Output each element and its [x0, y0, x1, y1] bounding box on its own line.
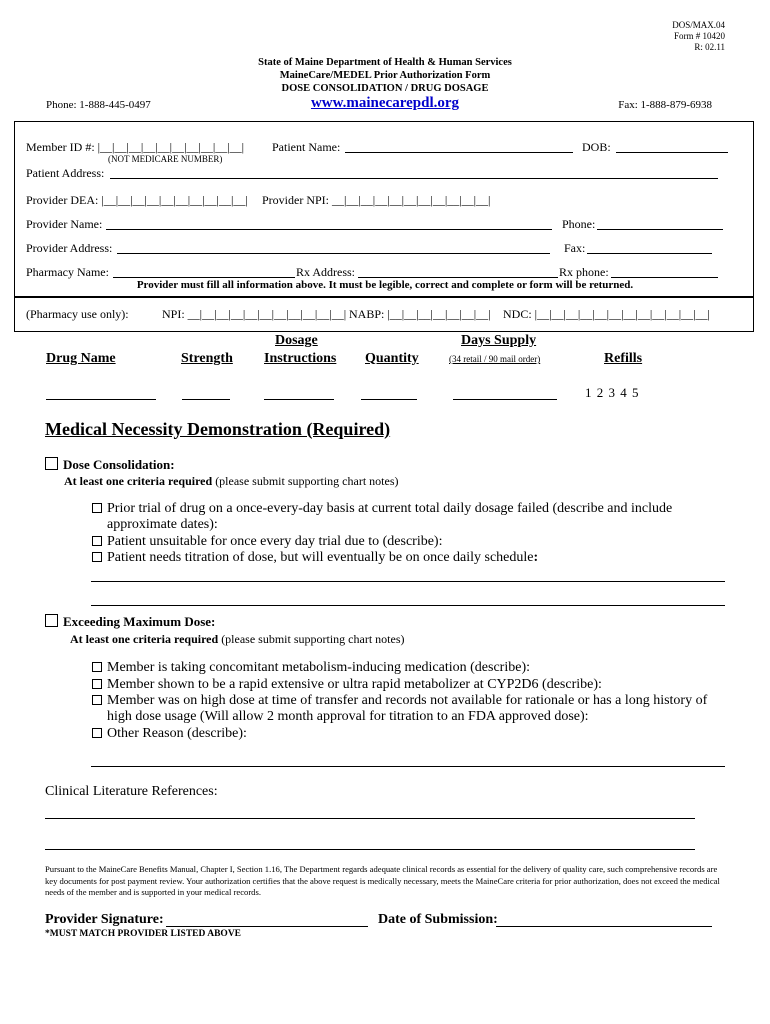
provider-phone-input[interactable]: [597, 229, 723, 230]
patient-name-label: Patient Name:: [272, 140, 341, 154]
em-item-3: [92, 693, 707, 709]
phone-number: Phone: 1-888-445-0497: [46, 99, 151, 111]
agency-name: State of Maine Department of Health & Human Services: [258, 57, 512, 68]
em-item-4-text: Other Reason (describe):: [107, 726, 247, 741]
form-title: MaineCare/MEDEL Prior Authorization Form: [279, 70, 491, 81]
col-drug-name: Drug Name: [46, 351, 116, 366]
em-item-4: [92, 726, 247, 742]
form-number: Form # 10420: [673, 31, 725, 41]
em-item-2: [92, 677, 602, 693]
header-titles: [0, 56, 770, 95]
em-criteria-bold: At least one criteria required: [70, 632, 219, 646]
dc-criteria-note: [64, 474, 398, 489]
form-subtitle: DOSE CONSOLIDATION / DRUG DOSAGE: [281, 83, 489, 94]
col-strength: Strength: [181, 351, 233, 366]
col-quantity: Quantity: [365, 351, 419, 366]
provider-name-label: Provider Name:: [26, 217, 103, 231]
days-supply-note: (34 retail / 90 mail order): [449, 354, 541, 364]
provider-address-label: Provider Address:: [26, 241, 113, 255]
em-item-2-text: Member shown to be a rapid extensive or ultra rapid metabolizer at CYP2D6 (describe):: [107, 677, 602, 692]
provider-dea-field[interactable]: Provider DEA: |__|__|__|__|__|__|__|__|__|__|: [26, 193, 248, 207]
refill-options[interactable]: 1 2 3 4 5: [585, 385, 639, 400]
provider-name-input[interactable]: [106, 229, 552, 230]
days-supply-input[interactable]: [453, 399, 557, 400]
legal-text: Pursuant to the MaineCare Benefits Manual, Chapter I, Section 1.16, The Department regards adequate clinical records as essential for the delivery of quality care, such comprehensive records are key documents for post payment review. Your authorization certifies that the above request is medically necessary, meets the MaineCare criteria for prior authorization, does not exceed the medical needs of the member and is supported in your medical records.: [45, 864, 720, 897]
em-item-1-text: Member is taking concomitant metabolism-inducing medication (describe):: [107, 660, 530, 675]
nabp-field[interactable]: NABP: |__|__|__|__|__|__|__|: [349, 307, 491, 321]
rx-address-input[interactable]: [358, 277, 558, 278]
provider-fax-input[interactable]: [587, 253, 712, 254]
col-dosage: Dosage: [275, 333, 318, 348]
member-id-field[interactable]: Member ID #: |__|__|__|__|__|__|__|__|__|__|: [26, 140, 245, 154]
em-item-3-checkbox[interactable]: [92, 695, 102, 705]
em-item-3-text: Member was on high dose at time of transfer and records not available for rationale or has a long history of: [107, 693, 708, 708]
references-line-1[interactable]: [45, 818, 695, 819]
pharmacy-use-label: (Pharmacy use only):: [26, 307, 129, 321]
dc-item-2-text: Patient unsuitable for once every day trial due to (describe):: [107, 534, 443, 549]
clinical-references-label: Clinical Literature References:: [45, 784, 218, 799]
fax-number: Fax: 1-888-879-6938: [618, 99, 712, 111]
provider-signature-input[interactable]: [166, 926, 368, 927]
form-revision: R: 02.11: [694, 42, 725, 52]
dose-consolidation-label: Dose Consolidation:: [63, 457, 175, 472]
col-instructions: Instructions: [264, 351, 337, 366]
quantity-input[interactable]: [361, 399, 417, 400]
date-of-submission-label: Date of Submission:: [378, 912, 498, 927]
dc-item-3-text: Patient needs titration of dose, but will eventually be on once daily schedule: [107, 550, 534, 565]
em-item-3-cont: high dose usage (Will allow 2 month approval for titration to an FDA approved dose):: [107, 709, 589, 724]
em-describe-line[interactable]: [91, 766, 725, 767]
dc-criteria-text: (please submit supporting chart notes): [212, 474, 399, 488]
dc-item-1-cont: approximate dates):: [107, 517, 218, 532]
dc-item-3-colon: :: [533, 550, 539, 565]
col-refills: Refills: [604, 351, 643, 366]
provider-address-input[interactable]: [117, 253, 550, 254]
patient-name-input[interactable]: [345, 152, 573, 153]
instructions-input[interactable]: [264, 399, 334, 400]
dc-item-1: [92, 501, 672, 517]
drug-name-input[interactable]: [46, 399, 156, 400]
dc-describe-line-2[interactable]: [91, 605, 725, 606]
dc-describe-line-1[interactable]: [91, 581, 725, 582]
website-link[interactable]: www.mainecarepdl.org: [310, 95, 460, 111]
em-item-1-checkbox[interactable]: [92, 662, 102, 672]
em-item-2-checkbox[interactable]: [92, 679, 102, 689]
provider-notice: Provider must fill all information above. It must be legible, correct and complete or form will be returned.: [136, 279, 634, 291]
em-criteria-text: (please submit supporting chart notes): [218, 632, 405, 646]
pharmacy-name-input[interactable]: [113, 277, 295, 278]
dc-item-2-checkbox[interactable]: [92, 536, 102, 546]
rx-phone-label: Rx phone:: [559, 265, 609, 279]
rx-phone-input[interactable]: [611, 277, 718, 278]
form-code: DOS/MAX.04: [672, 20, 725, 30]
not-medicare-note: (NOT MEDICARE NUMBER): [108, 154, 223, 164]
exceeding-max-checkbox[interactable]: [45, 614, 58, 627]
em-item-1: [92, 660, 530, 676]
dob-input[interactable]: [616, 152, 728, 153]
provider-fax-label: Fax:: [564, 241, 586, 255]
dc-item-1-checkbox[interactable]: [92, 503, 102, 513]
dose-consolidation-heading: [45, 457, 175, 473]
dc-item-2: [92, 534, 443, 550]
dc-item-3: [92, 550, 538, 566]
em-criteria-note: [70, 632, 404, 647]
dose-consolidation-checkbox[interactable]: [45, 457, 58, 470]
provider-signature-label: Provider Signature:: [45, 912, 164, 927]
must-match-note: *MUST MATCH PROVIDER LISTED ABOVE: [45, 929, 242, 939]
medical-necessity-title: Medical Necessity Demonstration (Required): [45, 419, 391, 439]
patient-address-input[interactable]: [110, 178, 718, 179]
patient-address-label: Patient Address:: [26, 166, 105, 180]
exceeding-max-label: Exceeding Maximum Dose:: [63, 614, 216, 629]
provider-phone-label: Phone:: [562, 217, 596, 231]
references-line-2[interactable]: [45, 849, 695, 850]
exceeding-max-heading: [45, 614, 215, 630]
provider-npi-field[interactable]: Provider NPI: __|__|__|__|__|__|__|__|__|__|__|: [262, 193, 491, 207]
form-code-block: [672, 20, 725, 53]
dob-label: DOB:: [582, 140, 611, 154]
dc-criteria-bold: At least one criteria required: [64, 474, 213, 488]
strength-input[interactable]: [182, 399, 230, 400]
pharmacy-npi-field[interactable]: NPI: __|__|__|__|__|__|__|__|__|__|__|: [162, 307, 347, 321]
pharmacy-name-label: Pharmacy Name:: [26, 265, 109, 279]
dc-item-1-text: Prior trial of drug on a once-every-day basis at current total daily dosage failed (describe and include: [107, 501, 673, 516]
em-item-4-checkbox[interactable]: [92, 728, 102, 738]
rx-address-label: Rx Address:: [296, 265, 356, 279]
date-of-submission-input[interactable]: [496, 926, 712, 927]
dc-item-3-checkbox[interactable]: [92, 552, 102, 562]
ndc-field[interactable]: NDC: |__|__|__|__|__|__|__|__|__|__|__|__|: [503, 307, 710, 321]
col-days-supply: Days Supply: [461, 333, 537, 348]
